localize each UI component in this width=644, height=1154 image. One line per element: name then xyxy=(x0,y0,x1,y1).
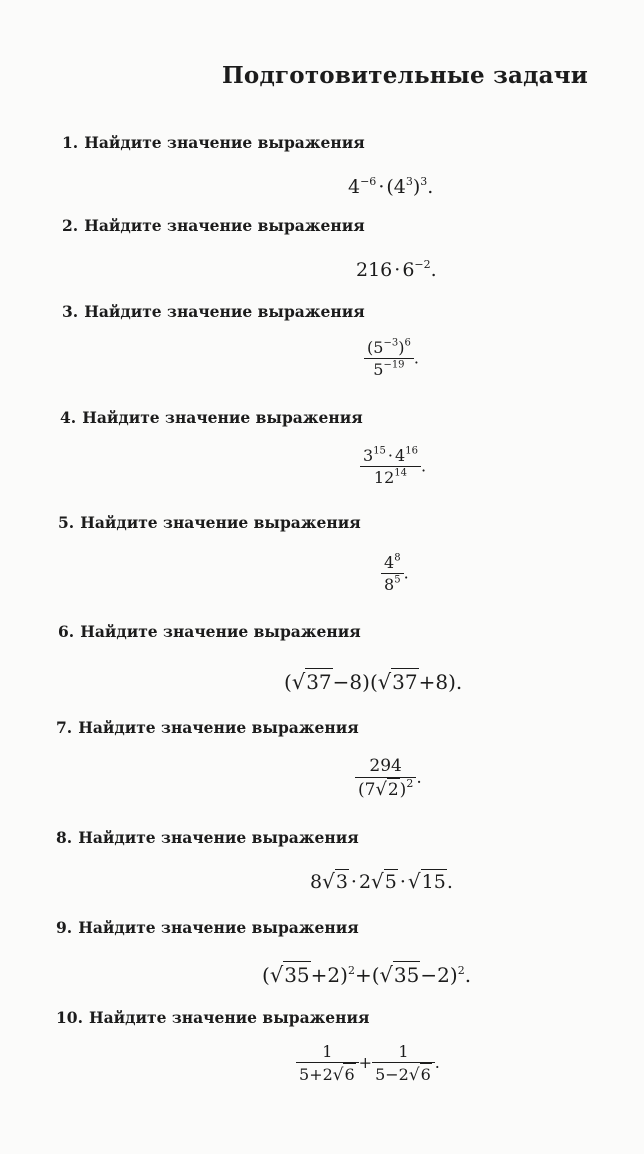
task-number: 8. xyxy=(56,828,73,847)
expression-8: 8√3 · 2√5 · √15. xyxy=(310,869,453,893)
fraction: $\frac{3^{15} \cdot 4^{16}}{12^{14}}$ xyxy=(360,448,421,486)
expression-3: $\frac{(5^{-3})^6}{5^{-19}}$ . xyxy=(364,340,419,378)
expression-6: (√37−8)(√37+8). xyxy=(284,670,463,694)
task-number: 7. xyxy=(56,718,73,737)
page-title: Подготовительные задачи xyxy=(222,62,589,89)
task-8 xyxy=(56,828,359,847)
task-number: 3. xyxy=(62,302,79,321)
task-9 xyxy=(56,918,359,937)
task-3 xyxy=(62,302,365,321)
task-text: Найдите значение выражения xyxy=(88,1008,370,1027)
task-number: 10. xyxy=(56,1008,83,1027)
task-text: Найдите значение выражения xyxy=(78,828,359,847)
task-text: Найдите значение выражения xyxy=(80,513,361,532)
task-7 xyxy=(56,718,359,737)
task-number: 1. xyxy=(62,133,79,152)
expression-7: $\frac{294}{(7√2)^2}$ . xyxy=(355,758,422,799)
task-text: Найдите значение выражения xyxy=(78,718,359,737)
task-text: Найдите значение выражения xyxy=(84,133,365,152)
task-4 xyxy=(60,408,363,427)
task-number: 9. xyxy=(56,918,73,937)
task-2 xyxy=(62,216,365,235)
task-text: Найдите значение выражения xyxy=(84,216,365,235)
task-number: 6. xyxy=(58,622,75,641)
fraction: $\frac{4^8}{8^5}$ xyxy=(381,555,404,593)
fraction: $\frac{294}{(7√2)^2}$ xyxy=(355,758,416,799)
task-number: 2. xyxy=(62,216,79,235)
task-number: 5. xyxy=(58,513,75,532)
task-6 xyxy=(58,622,361,641)
expression-5: $\frac{4^8}{8^5}$ . xyxy=(381,555,409,593)
fraction: $\frac{1}{5-2√6}$ xyxy=(372,1044,435,1083)
fraction: $\frac{1}{5+2√6}$ xyxy=(296,1044,359,1083)
expression-2: $216 \cdot 6^{-2}$. xyxy=(356,257,437,281)
expression-4: $\frac{3^{15} \cdot 4^{16}}{12^{14}}$ . xyxy=(360,448,426,486)
task-text: Найдите значение выражения xyxy=(80,622,361,641)
task-text: Найдите значение выражения xyxy=(78,918,359,937)
task-text: Найдите значение выражения xyxy=(82,408,363,427)
expression-9: $(√35+2)^2+(√35-2)^2$. xyxy=(262,963,472,987)
task-5 xyxy=(58,513,361,532)
fraction: $\frac{(5^{-3})^6}{5^{-19}}$ xyxy=(364,340,414,378)
task-text: Найдите значение выражения xyxy=(84,302,365,321)
task-1 xyxy=(62,133,365,152)
expression-1: $4^{-6} \cdot (4^3)^3$. xyxy=(348,174,434,198)
expression-10: $\frac{1}{5+2√6}$ + $\frac{1}{5-2√6}$ . xyxy=(296,1044,440,1083)
task-10 xyxy=(56,1008,369,1027)
task-number: 4. xyxy=(60,408,77,427)
